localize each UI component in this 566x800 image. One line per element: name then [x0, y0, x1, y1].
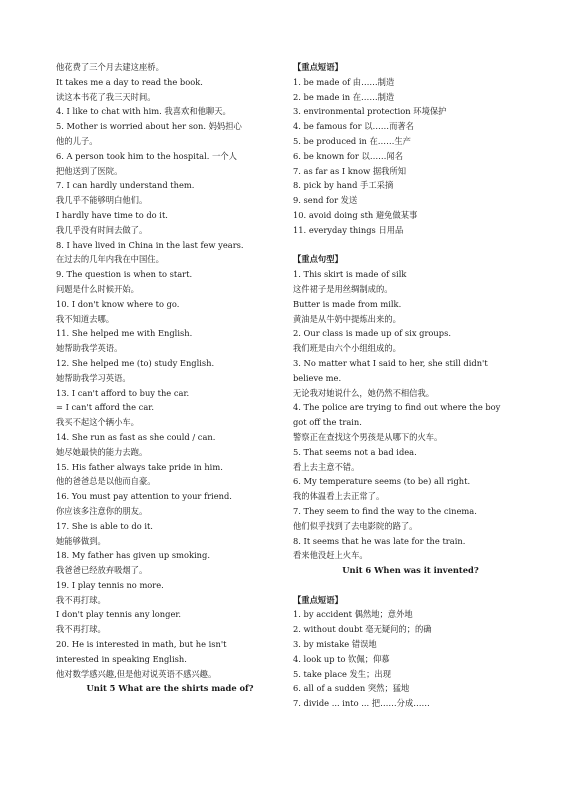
right-line: 7. divide ... into ... 把……分成……	[293, 698, 430, 709]
right-line: 1. be made of 由……制造	[293, 76, 395, 87]
left-line: 4. I like to chat with him. 我喜欢和他聊天。	[56, 106, 231, 117]
left-line: 14. She run as fast as she could / can.	[56, 431, 216, 442]
left-line: I hardly have time to do it.	[56, 209, 168, 220]
right-line: 2. without doubt 毫无疑问的；的确	[293, 624, 432, 635]
section-heading: 【重点句型】	[293, 254, 343, 265]
left-line: 我几乎没有时间去做了。	[56, 224, 148, 235]
left-line: I don't play tennis any longer.	[56, 609, 182, 620]
right-line: 1. This skirt is made of silk	[293, 269, 407, 280]
right-line: 3. environmental protection 环境保护	[293, 106, 447, 117]
left-line: 我几乎不能够明白他们。	[56, 195, 148, 206]
left-line: 6. A person took him to the hospital. 一个人	[56, 150, 237, 161]
left-line: 他花费了三个月去建这座桥。	[56, 62, 164, 72]
section-heading: 【重点短语】	[293, 594, 343, 605]
right-line: 11. everyday things 日用品	[293, 224, 404, 235]
left-line: 你应该多注意你的朋友。	[56, 505, 148, 516]
right-line: 他们似乎找到了去电影院的路了。	[293, 520, 418, 531]
right-line: believe me.	[293, 372, 342, 383]
left-line: 她尽她最快的能力去跑。	[56, 446, 148, 457]
right-line: got off the train.	[293, 417, 362, 428]
right-line: 5. be produced in 在……生产	[293, 135, 411, 146]
left-line: 17. She is able to do it.	[56, 520, 153, 531]
right-line: 2. Our class is made up of six groups.	[293, 328, 451, 339]
right-line: 3. by mistake 错误地	[293, 639, 377, 650]
right-line: 我的体温看上去正常了。	[293, 491, 385, 502]
section-heading: 【重点短语】	[293, 62, 343, 72]
left-line: 我不再打球。	[56, 624, 106, 635]
left-line: 16. You must pay attention to your friend.	[56, 491, 232, 502]
left-line: 在过去的几年内我在中国住。	[56, 254, 164, 265]
left-line: 他的儿子。	[56, 135, 98, 146]
unit-title: Unit 5 What are the shirts made of?	[86, 683, 254, 694]
right-line: 警察正在查找这个男孩是从哪下的火车。	[293, 431, 443, 442]
left-line: 12. She helped me (to) study English.	[56, 357, 215, 368]
left-line: interested in speaking English.	[56, 653, 187, 664]
left-line: 19. I play tennis no more.	[56, 579, 164, 590]
left-line: 问题是什么时候开始。	[56, 283, 139, 294]
left-line: = I can't afford the car.	[56, 402, 154, 413]
right-line: 4. look up to 钦佩；仰慕	[293, 653, 390, 664]
right-line: 2. be made in 在……制造	[293, 91, 395, 102]
blank-line	[293, 238, 528, 253]
left-line: 8. I have lived in China in the last few years.	[56, 239, 244, 250]
right-line: 10. avoid doing sth 避免做某事	[293, 209, 418, 220]
right-line: 6. all of a sudden 突然；猛地	[293, 683, 410, 694]
right-line: 看上去主意不错。	[293, 461, 360, 472]
right-line: 3. No matter what I said to her, she still didn't	[293, 357, 488, 368]
left-line: 读这本书花了我三天时间。	[56, 91, 156, 102]
right-line: Butter is made from milk.	[293, 298, 402, 309]
right-line: 4. The police are trying to find out where the boy	[293, 402, 501, 413]
right-line: 我们班是由六个小组组成的。	[293, 343, 401, 354]
left-line: 他的爸爸总是以他而自豪。	[56, 476, 156, 487]
left-line: 我爸爸已经放弃吸烟了。	[56, 565, 148, 576]
left-line: 把他送到了医院。	[56, 165, 123, 176]
right-line: 看来他没赶上火车。	[293, 550, 368, 561]
left-line: 我买不起这个辆小车。	[56, 417, 139, 428]
left-line: 我不知道去哪。	[56, 313, 115, 324]
right-line: 这件裙子是用丝绸制成的。	[293, 283, 393, 294]
left-line: 13. I can't afford to buy the car.	[56, 387, 190, 398]
left-line: 7. I can hardly understand them.	[56, 180, 195, 191]
left-line: 她帮助我学英语。	[56, 343, 123, 354]
left-line: 他对数学感兴趣,但是他对说英语不感兴趣。	[56, 668, 217, 679]
unit-title: Unit 6 When was it invented?	[342, 565, 479, 576]
right-line: 无论我对她说什么，她仍然不相信我。	[293, 387, 435, 398]
right-line: 6. be known for 以……闻名	[293, 150, 404, 161]
right-line: 8. It seems that he was late for the train.	[293, 535, 466, 546]
right-line: 4. be famous for 以……而著名	[293, 121, 414, 132]
left-line: 9. The question is when to start.	[56, 269, 193, 280]
right-column	[293, 60, 528, 711]
blank-line	[293, 578, 528, 593]
right-line: 6. My temperature seems (to be) all right.	[293, 476, 471, 487]
left-line: 11. She helped me with English.	[56, 328, 193, 339]
left-line: 我不再打球。	[56, 594, 106, 605]
right-line: 7. They seem to find the way to the cinema.	[293, 505, 477, 516]
left-line: It takes me a day to read the book.	[56, 76, 203, 87]
left-line: 她帮助我学习英语。	[56, 372, 131, 383]
left-line: 15. His father always take pride in him.	[56, 461, 223, 472]
right-line: 8. pick by hand 手工采摘	[293, 180, 394, 191]
left-line: 10. I don't know where to go.	[56, 298, 180, 309]
left-column	[56, 60, 284, 696]
right-line: 黄油是从牛奶中提炼出来的。	[293, 313, 401, 324]
left-line: 她能够做到。	[56, 535, 106, 546]
right-line: 1. by accident 偶然地；意外地	[293, 609, 413, 620]
right-line: 5. take place 发生；出现	[293, 668, 391, 679]
right-line: 7. as far as I know 据我所知	[293, 165, 407, 176]
left-line: 20. He is interested in math, but he isn't	[56, 639, 227, 650]
right-line: 5. That seems not a bad idea.	[293, 446, 417, 457]
left-line: 5. Mother is worried about her son. 妈妈担心	[56, 121, 242, 132]
left-line: 18. My father has given up smoking.	[56, 550, 210, 561]
right-line: 9. send for 发送	[293, 195, 358, 206]
